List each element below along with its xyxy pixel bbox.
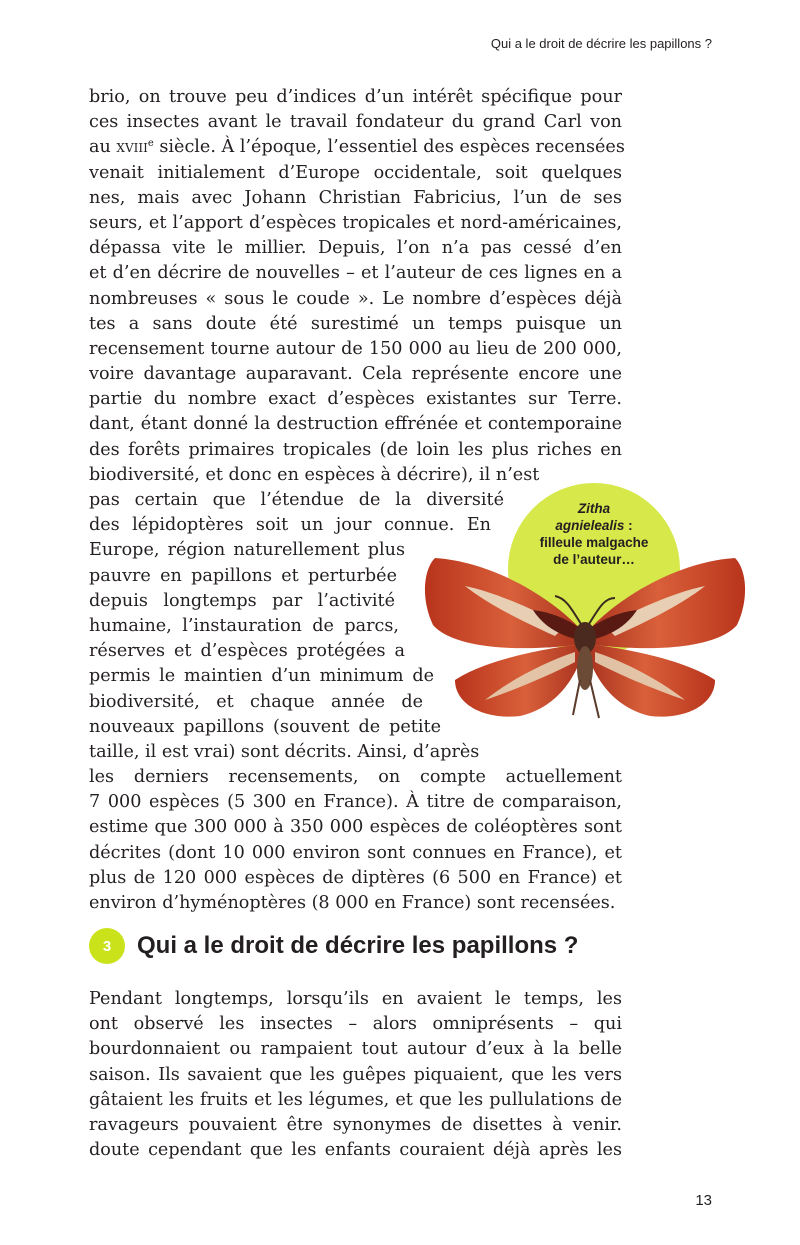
text-line: biodiversité, et donc en espèces à décrire), il n’est [89, 464, 540, 485]
text-line: brio, on trouve peu d’indices d’un intérêt spécifique pour [89, 87, 622, 107]
text-line: seurs, et l’apport d’espèces tropicales et nord-américaines, [89, 212, 622, 233]
caption-species-genus: Zitha [577, 501, 611, 516]
text-line: taille, il est vrai) sont décrits. Ainsi, d’après [89, 741, 480, 762]
text-run: au [89, 137, 117, 158]
text-line: ravageurs pouvaient être synonymes de disettes à venir. [89, 1114, 622, 1135]
text-line: nombreuses « sous le coude ». Le nombre d’espèces déjà [89, 288, 622, 309]
photo-caption [508, 500, 680, 568]
text-run: siècle. À l’époque, l’essentiel des espèces recensées [153, 137, 625, 158]
page-number: 13 [695, 1192, 712, 1209]
text-line: depuis longtemps par l’activité [89, 590, 395, 611]
text-line: biodiversité, et chaque année de [89, 691, 423, 712]
text-line: des forêts primaires tropicales (de loin les plus riches en [89, 439, 622, 460]
text-line: partie du nombre exact d’espèces existantes sur Terre. [89, 389, 622, 410]
text-line: saison. Ils savaient que les guêpes piquaient, que les vers [89, 1064, 622, 1085]
text-line: nouveaux papillons (souvent de petite [89, 716, 441, 737]
text-line [89, 135, 625, 160]
superscript: e [147, 138, 154, 150]
caption-colon: : [624, 518, 633, 533]
text-line: dépassa vite le millier. Depuis, l’on n’a pas cessé d’en [89, 238, 622, 259]
body-paragraph-bottom [89, 987, 622, 1163]
text-line: 7 000 espèces (5 300 en France). À titre de comparaison, [89, 792, 622, 813]
section-heading [89, 928, 578, 964]
text-line: et d’en décrire de nouvelles – et l’auteur de ces lignes en a [89, 263, 622, 284]
text-line: Europe, région naturellement plus [89, 540, 405, 561]
text-line: plus de 120 000 espèces de diptères (6 500 en France) et [89, 867, 622, 888]
text-line: tes a sans doute été surestimé un temps puisque un [89, 313, 622, 334]
text-line: doute cependant que les enfants couraient déjà après les [89, 1140, 622, 1161]
caption-text-line-2: de l’auteur… [553, 552, 635, 567]
text-line: ont observé les insectes – alors omniprésents – qui [89, 1014, 622, 1035]
text-line: voire davantage auparavant. Cela représente encore une [89, 364, 622, 385]
text-line: des lépidoptères soit un jour connue. En [89, 515, 491, 536]
text-line: dant, étant donné la destruction effrénée et contemporaine [89, 414, 622, 435]
text-line: venait initialement d’Europe occidentale, soit quelques [89, 162, 622, 183]
text-line: recensement tourne autour de 150 000 au lieu de 200 000, [89, 338, 622, 359]
caption-species-epithet: agnielealis [555, 518, 625, 533]
text-line: estime que 300 000 à 350 000 espèces de coléoptères sont [89, 817, 622, 838]
text-line: pauvre en papillons et perturbée [89, 565, 397, 586]
text-line: réserves et d’espèces protégées a [89, 641, 405, 662]
text-line: permis le maintien d’un minimum de [89, 666, 434, 687]
text-line: gâtaient les fruits et les légumes, et que les pullulations de [89, 1089, 622, 1110]
section-number-badge: 3 [89, 928, 125, 964]
caption-text-line-1: filleule malgache [539, 535, 649, 550]
moth-photo [415, 540, 755, 735]
section-title: Qui a le droit de décrire les papillons ? [137, 932, 579, 959]
roman-numeral: xviii [116, 137, 148, 158]
text-line: ces insectes avant le travail fondateur du grand Carl von [89, 112, 622, 133]
text-line: décrites (dont 10 000 environ sont connues en France), et [89, 842, 622, 863]
running-head: Qui a le droit de décrire les papillons ? [490, 36, 712, 51]
text-line: environ d’hyménoptères (8 000 en France) sont recensées. [89, 893, 616, 913]
text-line: pas certain que l’étendue de la diversité [89, 490, 504, 510]
text-line: nes, mais avec Johann Christian Fabricius, l’un de ses [89, 187, 622, 208]
text-line: les derniers recensements, on compte actuellement [89, 767, 622, 788]
text-line: Pendant longtemps, lorsqu’ils en avaient le temps, les [89, 989, 622, 1009]
text-line: humaine, l’instauration de parcs, [89, 615, 399, 636]
text-line: bourdonnaient ou rampaient tout autour d’eux à la belle [89, 1039, 622, 1060]
